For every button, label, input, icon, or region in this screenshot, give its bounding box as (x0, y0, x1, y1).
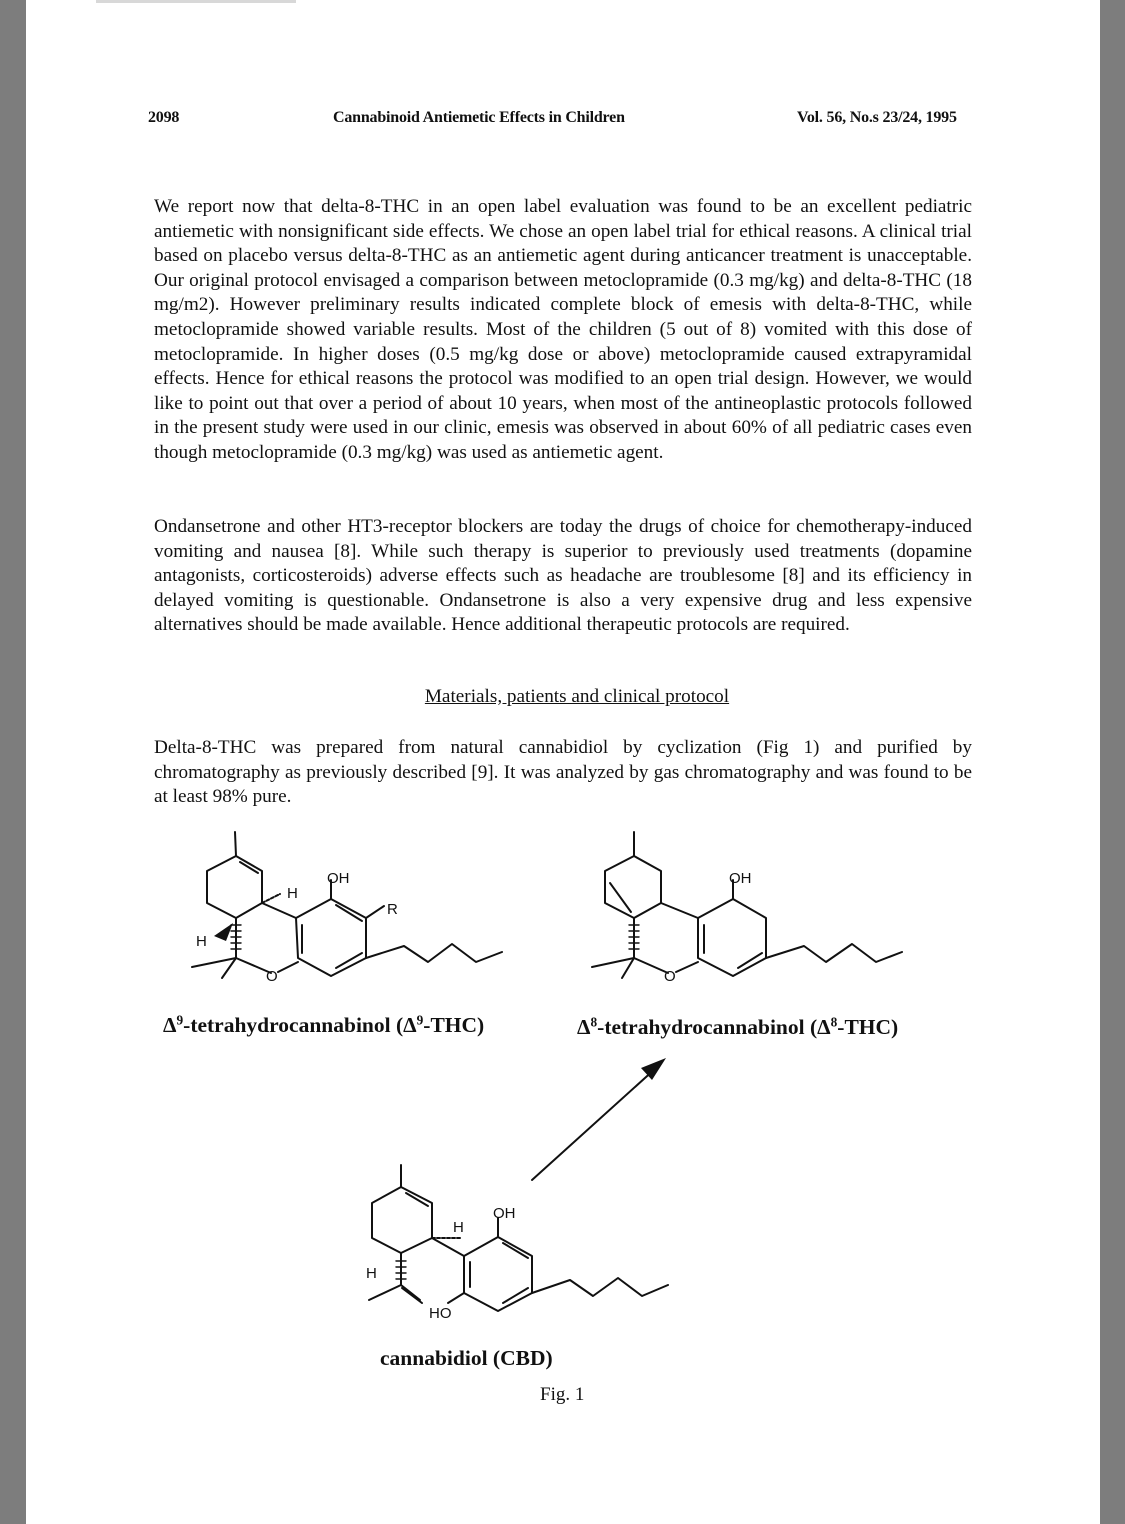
delta8-o-label: O (664, 968, 676, 985)
cbd-h2-label: H (366, 1265, 377, 1282)
delta8-thc-label: $\Delta^8$-tetrahydrocannabinol $(\Delta^8-THC)$ (577, 1014, 899, 1039)
section-heading: Materials, patients and clinical protocol (424, 686, 730, 707)
cbd-label: cannabidiol (CBD) (380, 1346, 553, 1370)
page-number: 2098 (148, 109, 180, 126)
paragraph-3: Delta-8-THC was prepared from natural cannabidiol by cyclization (Fig 1) and purified by chromatography as previously described [9]. It was analyzed by gas chromatography and was found to be at least 98% pure. (154, 737, 972, 808)
cbd-structure (366, 1165, 668, 1322)
paragraph-1: We report now that delta-8-THC in an open label evaluation was found to be an excellent pediatric antiemetic with nonsignificant side effects. We chose an open label trial for ethical reasons. A clinical trial based on placebo versus delta-8-THC as an antiemetic agent during anticancer treatment is unacceptable. Our original protocol envisaged a comparison between metoclopramide (0.3 mg/kg) and delta-8-THC (18 mg/m2). However preliminary results indicated complete block of emesis with delta-8-THC, while metoclopramide showed variable results. Most of the children (5 out of 8) vomited with this dose of metoclopramide. In higher doses (0.5 mg/kg dose or above) metoclopramide caused extrapyramidal effects. Hence for ethical reasons the protocol was modified to an open trial design. However, we would like to point out that over a period of about 10 years, when most of the antineoplastic protocols followed in the present study were used in our clinic, emesis was observed in about 60% of all pediatric cases even though metoclopramide (0.3 mg/kg) was used as antiemetic agent. (154, 196, 972, 463)
figure-caption: Fig. 1 (540, 1384, 585, 1405)
reaction-arrow (532, 1058, 666, 1180)
delta8-thc-structure (592, 832, 902, 985)
figure-chemical-structures (26, 0, 1100, 1524)
delta9-o-label: O (266, 968, 278, 985)
delta9-thc-structure (192, 832, 502, 985)
delta9-oh-label: OH (327, 870, 350, 887)
running-title: Cannabinoid Antiemetic Effects in Children (333, 109, 625, 126)
delta9-thc-label: $\Delta^9$-tetrahydrocannabinol $(\Delta^9-THC)$ (163, 1012, 485, 1037)
delta9-h-label: H (287, 885, 298, 902)
delta9-h2-label: H (196, 933, 207, 950)
delta8-oh-label: OH (729, 870, 752, 887)
cbd-ho-label: HO (429, 1305, 452, 1322)
cbd-oh-label: OH (493, 1205, 516, 1222)
cbd-h-label: H (453, 1219, 464, 1236)
volume-info: Vol. 56, No.s 23/24, 1995 (797, 109, 957, 126)
document-page (26, 0, 1100, 1524)
delta9-r-label: R (387, 901, 398, 918)
paragraph-2: Ondansetrone and other HT3-receptor blockers are today the drugs of choice for chemotherapy-induced vomiting and nausea [8]. While such therapy is superior to previously used treatments (dopamine antagonists, corticosteroids) adverse effects such as headache are troublesome [8] and its efficiency in delayed vomiting is questionable. Ondansetrone is also a very expensive drug and less expensive alternatives should be made available. Hence additional therapeutic protocols are required. (154, 516, 972, 636)
